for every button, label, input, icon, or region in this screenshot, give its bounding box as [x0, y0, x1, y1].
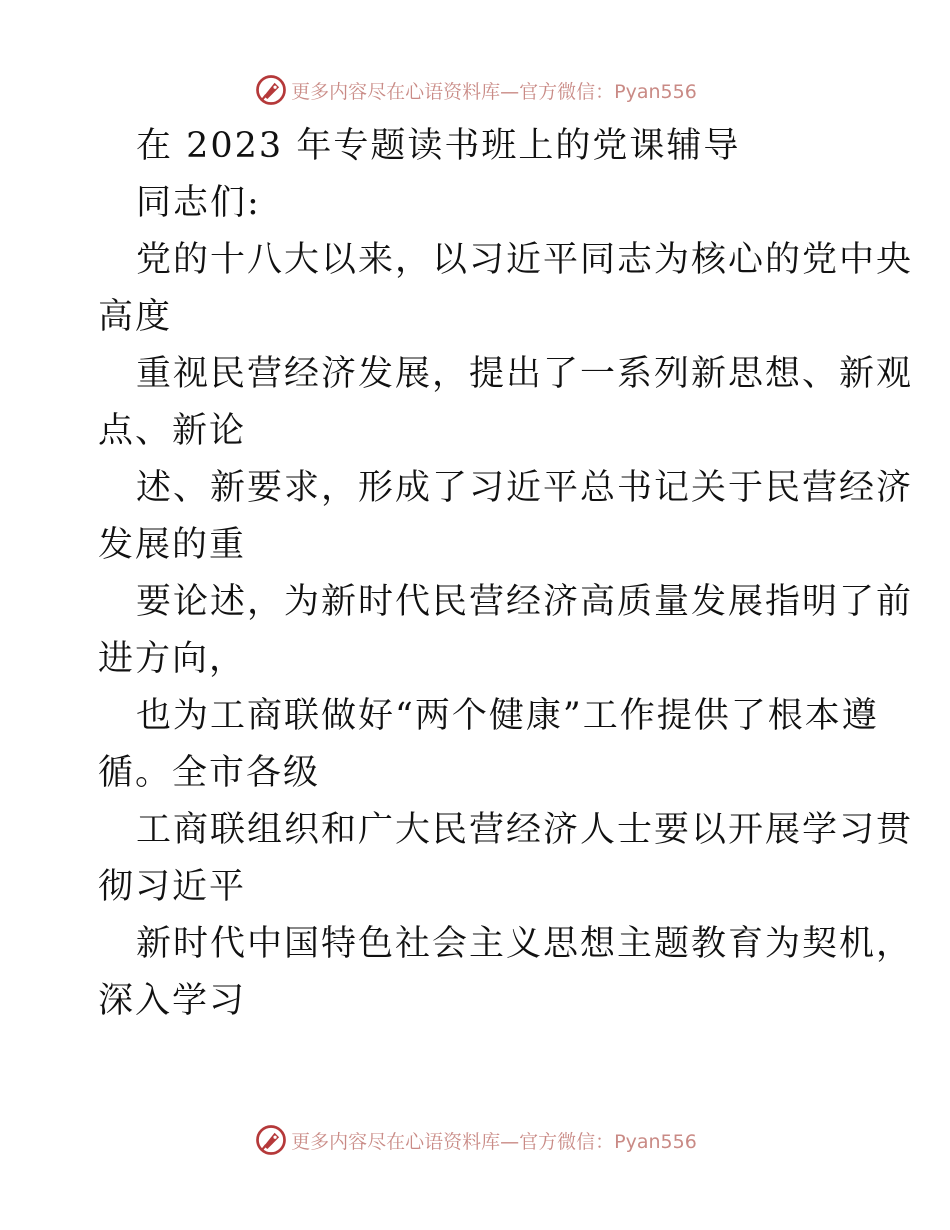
paragraph-line: 发展的重	[98, 525, 247, 565]
paragraph-line: 彻习近平	[98, 867, 247, 907]
paragraph-line: 高度	[98, 297, 173, 337]
document-body	[98, 118, 914, 1030]
paragraph-line: 也为工商联做好“两个健康”工作提供了根本遵	[136, 696, 879, 736]
document-title: 在 2023 年专题读书班上的党课辅导	[136, 126, 741, 166]
paragraph-line: 循。全市各级	[98, 753, 321, 793]
watermark-text: 更多内容尽在心语资料库—官方微信：Pyan556	[291, 1130, 697, 1153]
pen-nib-logo-icon	[253, 72, 289, 108]
paragraph-line: 重视民营经济发展，提出了一系列新思想、新观	[136, 354, 914, 394]
paragraph-line: 工商联组织和广大民营经济人士要以开展学习贯	[136, 810, 914, 850]
header-watermark	[0, 70, 950, 110]
paragraph-line: 进方向，	[98, 639, 247, 679]
pen-nib-logo-icon	[253, 1122, 289, 1158]
watermark-text: 更多内容尽在心语资料库—官方微信：Pyan556	[291, 80, 697, 103]
paragraph-line: 要论述，为新时代民营经济高质量发展指明了前	[136, 582, 914, 622]
paragraph-line: 深入学习	[98, 981, 247, 1021]
paragraph-line: 新时代中国特色社会主义思想主题教育为契机，	[136, 924, 914, 964]
paragraph-line: 点、新论	[98, 411, 247, 451]
paragraph-line: 述、新要求，形成了习近平总书记关于民营经济	[136, 468, 914, 508]
paragraph-line: 党的十八大以来，以习近平同志为核心的党中央	[136, 240, 914, 280]
salutation: 同志们:	[136, 183, 261, 223]
footer-watermark	[0, 1120, 950, 1160]
